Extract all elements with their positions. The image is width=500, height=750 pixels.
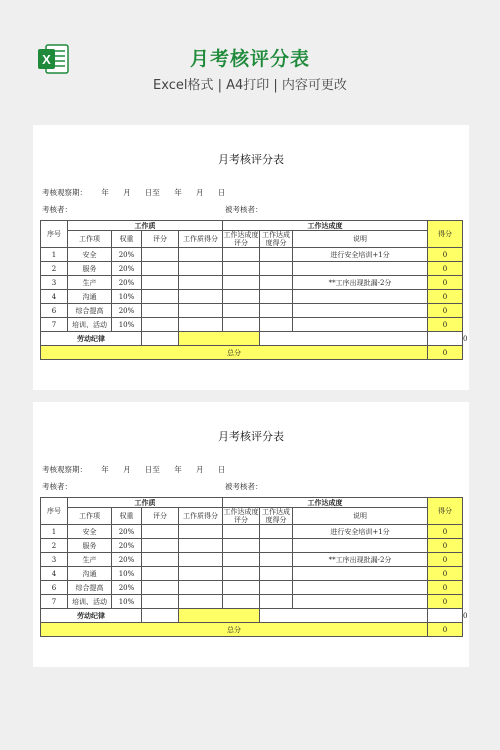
group-quality: 工作质 [68, 221, 223, 231]
cell-rating[interactable] [142, 262, 179, 276]
cell-item[interactable]: 安全 [68, 525, 112, 539]
cell-quality-score[interactable] [179, 318, 223, 332]
cell-item[interactable]: 综合提高 [68, 304, 112, 318]
cell-score[interactable]: 0 [428, 276, 463, 290]
cell-no[interactable]: 6 [41, 581, 68, 595]
cell-discipline-yellow[interactable] [179, 609, 260, 623]
discipline-label: 劳动纪律 [41, 609, 142, 623]
cell-note[interactable] [293, 290, 428, 304]
table-row [41, 248, 463, 262]
cell-ach-rating[interactable] [223, 290, 260, 304]
cell-no[interactable]: 2 [41, 262, 68, 276]
cell-score[interactable]: 0 [428, 304, 463, 318]
total-label: 总分 [41, 346, 428, 360]
col-note: 说明 [293, 508, 428, 525]
score-table [40, 220, 468, 360]
page-subtitle: Excel格式 | A4打印 | 内容可更改 [153, 78, 347, 93]
cell-ach-rating[interactable] [223, 525, 260, 539]
cell-rating[interactable] [142, 276, 179, 290]
table-row [41, 304, 463, 318]
cell-discipline-rating[interactable] [142, 332, 179, 346]
cell-score[interactable]: 0 [428, 553, 463, 567]
cell-weight[interactable]: 20% [112, 304, 142, 318]
cell-ach-score[interactable] [260, 539, 293, 553]
cell-discipline-note[interactable] [428, 609, 463, 623]
cell-quality-score[interactable] [179, 525, 223, 539]
assessee-label: 被考核者： [225, 482, 263, 491]
total-row [41, 623, 463, 637]
cell-rating[interactable] [142, 553, 179, 567]
cell-rating[interactable] [142, 248, 179, 262]
cell-weight[interactable]: 20% [112, 525, 142, 539]
col-quality-score: 工作质得分 [179, 508, 223, 525]
cell-quality-score[interactable] [179, 262, 223, 276]
cell-note[interactable] [293, 595, 428, 609]
cell-weight[interactable]: 20% [112, 262, 142, 276]
cell-item[interactable]: 生产 [68, 276, 112, 290]
cell-item[interactable]: 培训、活动 [68, 318, 112, 332]
table-row [41, 553, 463, 567]
cell-note[interactable] [293, 581, 428, 595]
table-row [41, 581, 463, 595]
cell-ach-score[interactable] [260, 595, 293, 609]
cell-rating[interactable] [142, 567, 179, 581]
cell-ach-score[interactable] [260, 553, 293, 567]
cell-note[interactable] [293, 318, 428, 332]
cell-no[interactable]: 3 [41, 276, 68, 290]
cell-ach-rating[interactable] [223, 567, 260, 581]
cell-score[interactable]: 0 [428, 248, 463, 262]
cell-discipline-rating[interactable] [142, 609, 179, 623]
sheet-title: 月考核评分表 [218, 430, 284, 443]
cell-item[interactable]: 服务 [68, 262, 112, 276]
col-quality-score: 工作质得分 [179, 231, 223, 248]
cell-ach-score[interactable] [260, 276, 293, 290]
col-note: 说明 [293, 231, 428, 248]
cell-weight[interactable]: 10% [112, 567, 142, 581]
cell-no[interactable]: 1 [41, 525, 68, 539]
sheet-title: 月考核评分表 [218, 153, 284, 166]
cell-ach-score[interactable] [260, 318, 293, 332]
cell-no[interactable]: 2 [41, 539, 68, 553]
cell-ach-rating[interactable] [223, 248, 260, 262]
logo-letter: X [42, 52, 51, 67]
total-row [41, 346, 463, 360]
col-weight: 权重 [112, 508, 142, 525]
cell-item[interactable]: 服务 [68, 539, 112, 553]
table-row [41, 567, 463, 581]
cell-ach-rating[interactable] [223, 262, 260, 276]
cell-note[interactable] [293, 304, 428, 318]
cell-rating[interactable] [142, 304, 179, 318]
observation-period: 考核观察期： 年 月 日至 年 月 日 [42, 188, 226, 197]
cell-ach-score[interactable] [260, 248, 293, 262]
cell-item[interactable]: 生产 [68, 553, 112, 567]
cell-score[interactable]: 0 [428, 567, 463, 581]
cell-score[interactable]: 0 [428, 262, 463, 276]
cell-no[interactable]: 6 [41, 304, 68, 318]
cell-no[interactable]: 7 [41, 318, 68, 332]
cell-weight[interactable]: 20% [112, 276, 142, 290]
col-no: 序号 [41, 498, 68, 525]
cell-weight[interactable]: 20% [112, 553, 142, 567]
cell-score[interactable]: 0 [428, 581, 463, 595]
cell-ach-score[interactable] [260, 567, 293, 581]
cell-weight[interactable]: 20% [112, 539, 142, 553]
group-achievement: 工作达成度 [223, 221, 428, 231]
page-header [0, 0, 500, 110]
col-ach-score: 工作达成度得分 [260, 508, 293, 525]
group-quality: 工作质 [68, 498, 223, 508]
table-row [41, 539, 463, 553]
assessee-label: 被考核者： [225, 205, 263, 214]
cell-ach-score[interactable] [260, 525, 293, 539]
sheet-preview-1 [33, 125, 469, 390]
col-no: 序号 [41, 221, 68, 248]
cell-rating[interactable] [142, 581, 179, 595]
cell-rating[interactable] [142, 525, 179, 539]
cell-no[interactable]: 4 [41, 290, 68, 304]
assessor-label: 考核者： [42, 482, 72, 491]
cell-ach-score[interactable] [260, 290, 293, 304]
col-ach-rating: 工作达成度评分 [223, 508, 259, 524]
col-rating: 评分 [142, 231, 179, 248]
col-weight: 权重 [112, 231, 142, 248]
cell-discipline-note[interactable] [428, 332, 463, 346]
discipline-label: 劳动纪律 [41, 332, 142, 346]
cell-rating[interactable] [142, 539, 179, 553]
cell-score[interactable]: 0 [428, 539, 463, 553]
cell-quality-score[interactable] [179, 290, 223, 304]
cell-quality-score[interactable] [179, 276, 223, 290]
cell-score[interactable]: 0 [428, 595, 463, 609]
cell-item[interactable]: 培训、活动 [68, 595, 112, 609]
col-ach-rating: 工作达成度评分 [223, 231, 259, 247]
col-item: 工作项 [68, 231, 112, 248]
total-score[interactable]: 0 [428, 623, 463, 637]
cell-ach-rating[interactable] [223, 595, 260, 609]
col-ach-score: 工作达成度得分 [260, 231, 293, 248]
cell-weight[interactable]: 10% [112, 290, 142, 304]
cell-ach-rating[interactable] [223, 581, 260, 595]
cell-note[interactable]: 进行安全培训+1分 [293, 248, 428, 262]
table-row [41, 290, 463, 304]
sheet-preview-2 [33, 402, 469, 667]
cell-ach-rating[interactable] [223, 553, 260, 567]
table-row [41, 262, 463, 276]
cell-score[interactable]: 0 [428, 525, 463, 539]
cell-ach-score[interactable] [260, 581, 293, 595]
cell-item[interactable]: 沟通 [68, 567, 112, 581]
total-label: 总分 [41, 623, 428, 637]
cell-no[interactable]: 7 [41, 595, 68, 609]
cell-quality-score[interactable] [179, 553, 223, 567]
cell-note[interactable]: **工序出现批漏-2分 [293, 553, 428, 567]
cell-rating[interactable] [142, 290, 179, 304]
table-row [41, 595, 463, 609]
cell-ach-rating[interactable] [223, 318, 260, 332]
observation-period: 考核观察期： 年 月 日至 年 月 日 [42, 465, 226, 474]
total-score[interactable]: 0 [428, 346, 463, 360]
cell-no[interactable]: 3 [41, 553, 68, 567]
cell-discipline-yellow[interactable] [179, 332, 260, 346]
cell-quality-score[interactable] [179, 539, 223, 553]
cell-score[interactable]: 0 [428, 318, 463, 332]
table-row [41, 276, 463, 290]
cell-weight[interactable]: 10% [112, 595, 142, 609]
cell-note[interactable] [293, 539, 428, 553]
cell-item[interactable]: 综合提高 [68, 581, 112, 595]
cell-quality-score[interactable] [179, 567, 223, 581]
cell-ach-rating[interactable] [223, 276, 260, 290]
cell-weight[interactable]: 10% [112, 318, 142, 332]
group-achievement: 工作达成度 [223, 498, 428, 508]
assessor-label: 考核者： [42, 205, 72, 214]
col-score: 得分 [428, 498, 463, 525]
cell-note[interactable] [293, 262, 428, 276]
cell-rating[interactable] [142, 595, 179, 609]
cell-quality-score[interactable] [179, 304, 223, 318]
cell-item[interactable]: 安全 [68, 248, 112, 262]
discipline-row: 劳动纪律 0 [41, 332, 463, 346]
cell-note[interactable] [293, 567, 428, 581]
score-table [40, 497, 468, 637]
table-row [41, 525, 463, 539]
cell-ach-score[interactable] [260, 262, 293, 276]
cell-ach-score[interactable] [260, 304, 293, 318]
discipline-row: 劳动纪律 0 [41, 609, 463, 623]
cell-quality-score[interactable] [179, 581, 223, 595]
cell-ach-rating[interactable] [223, 304, 260, 318]
col-rating: 评分 [142, 508, 179, 525]
col-item: 工作项 [68, 508, 112, 525]
cell-no[interactable]: 1 [41, 248, 68, 262]
cell-weight[interactable]: 20% [112, 248, 142, 262]
page-title: 月考核评分表 [189, 48, 310, 70]
cell-weight[interactable]: 20% [112, 581, 142, 595]
cell-ach-rating[interactable] [223, 539, 260, 553]
cell-quality-score[interactable] [179, 248, 223, 262]
cell-score[interactable]: 0 [428, 290, 463, 304]
cell-note[interactable]: **工序出现批漏-2分 [293, 276, 428, 290]
col-score: 得分 [428, 221, 463, 248]
cell-item[interactable]: 沟通 [68, 290, 112, 304]
cell-quality-score[interactable] [179, 595, 223, 609]
table-row [41, 318, 463, 332]
cell-note[interactable]: 进行安全培训+1分 [293, 525, 428, 539]
cell-discipline-blank[interactable] [260, 609, 428, 623]
cell-no[interactable]: 4 [41, 567, 68, 581]
cell-rating[interactable] [142, 318, 179, 332]
cell-discipline-blank[interactable] [260, 332, 428, 346]
